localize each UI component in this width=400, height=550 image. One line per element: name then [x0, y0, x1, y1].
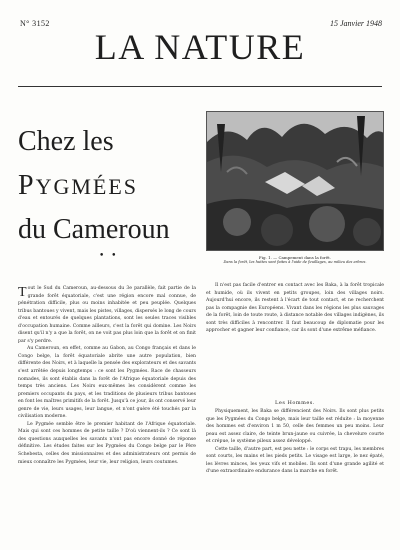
paragraph-4: Il n'est pas facile d'entrer en contact avec les Baka, à la forêt tropicale et humide, où ils vivent en petits groupes, loin des villages noirs. Aujourd'hui encore, ils restent à l'écart de tout contact, et ne recherchent pas la compagnie des Européens. Vivant dans les régions les plus sauvages de la forêt, loin de toute route, à distance notable des villages indigènes, ils sont très difficiles à rencontrer. Il faut beaucoup de diplomatie pour les approcher et gagner leur confiance, car ils sont d'une extrême méfiance.	[206, 283, 384, 334]
section-heading: Les Hommes.	[275, 400, 315, 406]
masthead-title: LA NATURE	[94, 27, 306, 67]
article-title-line-1: Chez les	[18, 126, 114, 157]
issue-date: 15 Janvier 1948	[330, 19, 382, 28]
right-column-bottom	[206, 408, 384, 547]
figure-photo	[206, 111, 384, 251]
paragraph-3: Le Pygmée semble être le premier habitant de l'Afrique équatoriale. Mais qui sont ces hommes de petite taille ? D'où viennent-ils ? Ce sont là des questions auxquelles les savants n'ont pas encore donné de réponse définitive. Les études faites sur les Pygmées du Congo belge par le Père Schebesta, celles des missionnaires et des administrateurs ont permis de mieux connaître les Pygmées, leur vie, leur religion, leurs coutumes.	[18, 421, 196, 465]
forest-camp-photo	[207, 112, 384, 251]
right-column-top	[206, 282, 384, 398]
title-ornament: • •	[99, 251, 119, 261]
left-column	[18, 285, 196, 547]
figure-caption-text: Campement dans la forêt.	[278, 255, 332, 260]
paragraph-5: Physiquement, les Baka se différencient des Noirs. Ils sont plus petits que les Pygmées du Congo belge, mais leur taille est réduite : la moyenne des hommes est d'environ 1 m 50, celle des femmes un peu moins. Leur peau est assez claire, de teinte brun-jaune ou cuivrée, la chevelure courte et crépue, le système pileux assez développé.	[206, 409, 384, 445]
drop-cap: T	[18, 285, 27, 300]
masthead-rule	[18, 86, 382, 87]
figure-label: Fig. 1.	[258, 255, 272, 260]
article-title-line-3: du Cameroun	[18, 214, 170, 245]
issue-number: N° 3152	[20, 19, 50, 28]
figure-caption: Fig. 1. — Campement dans la forêt.	[258, 255, 332, 260]
article-title-line-2	[18, 170, 204, 203]
paragraph-6: Cette taille, d'autre part, est peu nette : le corps est trapu, les membres sont courts, les mains et les pieds petits. Le visage est large, le nez épaté, les lèvres minces, les yeux vifs et mobiles. Ils sont d'une grande agilité et d'une extraordinaire endurance dans la marche en forêt.	[206, 446, 384, 475]
title-capital: P	[18, 170, 36, 201]
figure-subcaption: Dans la forêt, les huttes sont faites à l'aide de feuillages, au milieu des arbres.	[223, 260, 367, 264]
paragraph-1: Tout le Sud du Cameroun, au-dessous du 3e parallèle, fait partie de la grande forêt équatoriale, c'est une région encore mal connue, de pénétration difficile, plus ou moins inhabitée et peu peuplée. Quelques tribus bantoues y vivent, mais les pistes, villages, dispersés le long de cours d'eau et entourés de quelques plantations, sont les seules traces visibles d'occupation humaine. Comme ailleurs, c'est la forêt qui domine. Les Noirs disent qu'il n'y a que la forêt, on ne voit pas plus loin que la forêt et on finit par s'y perdre.	[18, 285, 196, 344]
paragraph-2: Au Cameroun, en effet, comme au Gabon, au Congo français et dans le Congo belge, la forêt équatoriale abrite une autre population, bien différente des Noirs, et à laquelle la pensée des explorateurs et des savants s'est arrêtée depuis longtemps : ce sont les Pygmées. Race de chasseurs nomades, ils sont établis dans la forêt de l'Afrique équatoriale depuis des temps très anciens. Les Noirs eux-mêmes les considèrent comme les premiers occupants du pays, et les traditions de plusieurs tribus bantoues en font les maîtres primitifs de la forêt. Jusqu'à ce jour, ils ont conservé leur genre de vie, leurs usages, leur langue, et n'ont guère été touchés par la civilisation moderne.	[18, 346, 196, 420]
title-rest: YGMÉES	[35, 174, 139, 199]
